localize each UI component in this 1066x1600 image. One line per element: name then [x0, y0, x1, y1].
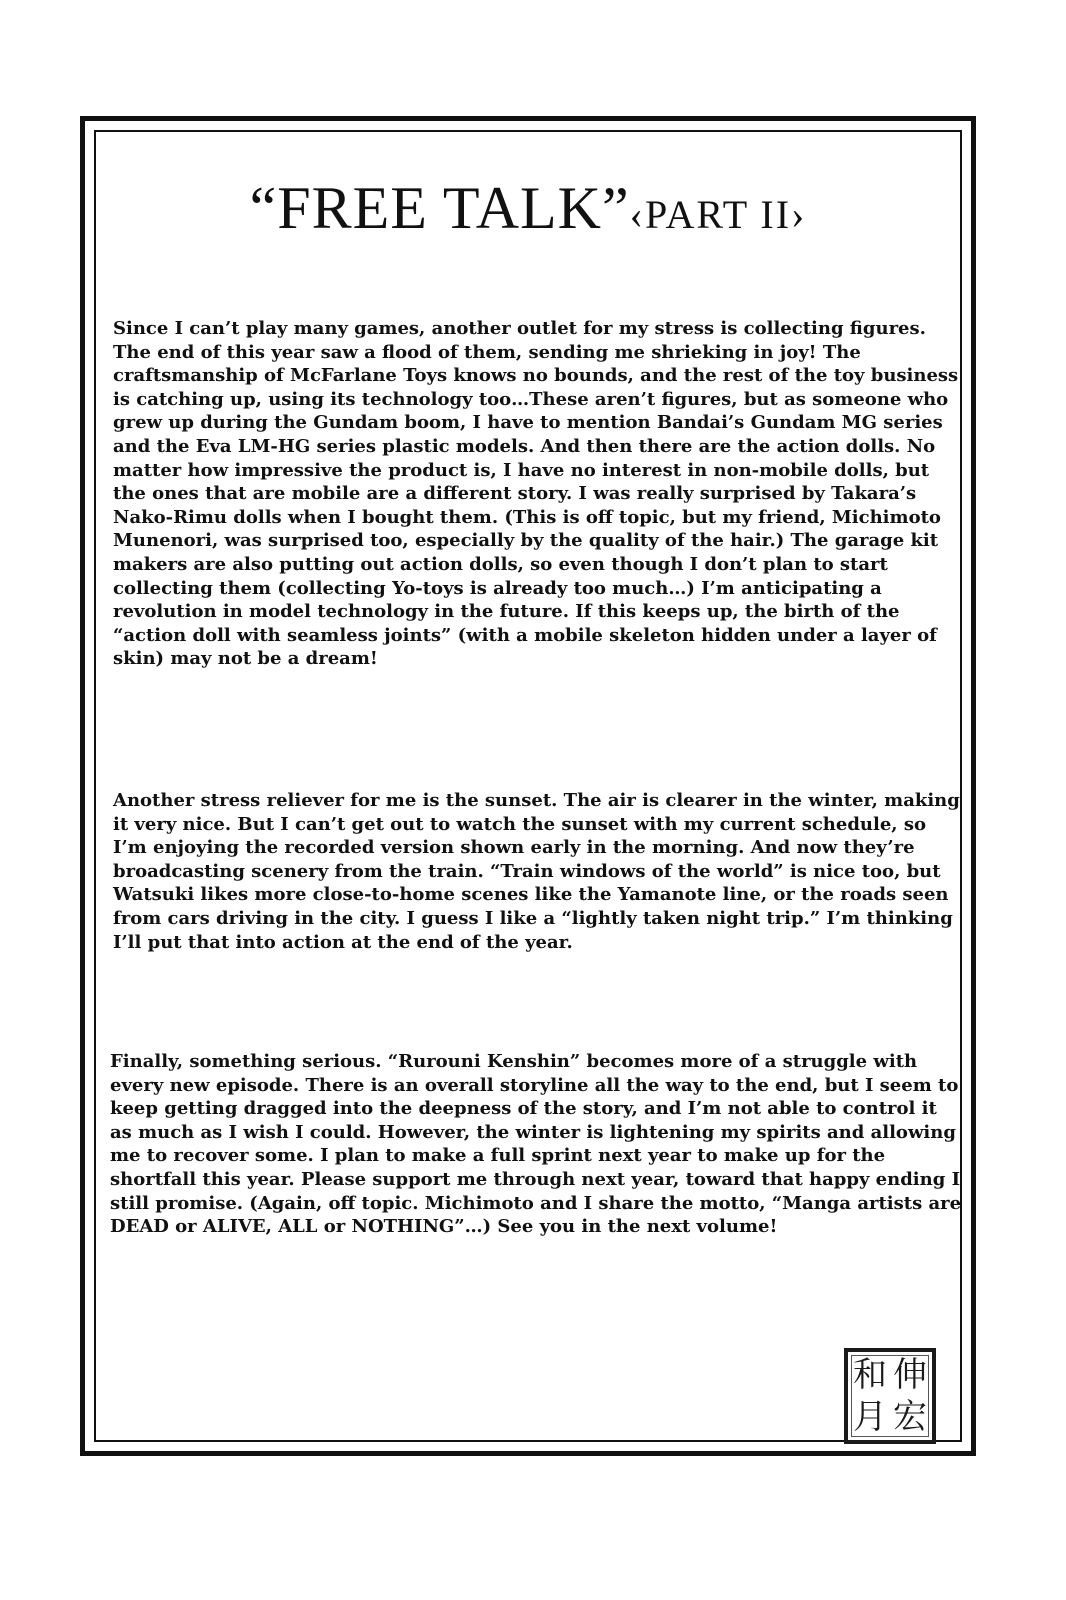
page-title [96, 174, 960, 243]
paragraph-kenshin: Finally, something serious. “Rurouni Kenshin” becomes more of a struggle with every new episode. There is an overall storyline all the way to the end, but I seem to keep getting dragged into the deepness of the story, and I’m not able to control it as much as I wish I could. However, the winter is lightening my spirits and allowing me to recover some. I plan to make a full sprint next year to make up for the shortfall this year. Please support me through next year, toward that happy ending I still promise. (Again, off topic. Michimoto and I share the motto, “Manga artists are DEAD or ALIVE, ALL or NOTHING”…) See you in the next volume! [110, 1051, 962, 1238]
page-frame [80, 116, 976, 1456]
page-frame-inner [94, 130, 962, 1442]
artist-seal-stamp [844, 1348, 936, 1444]
seal-char: 宏 [893, 1397, 927, 1437]
title-main: “FREE TALK” [249, 175, 630, 241]
seal-char: 月 [853, 1397, 887, 1437]
paragraph-sunset: Another stress reliever for me is the sunset. The air is clearer in the winter, making it very nice. But I can’t get out to watch the sunset with my current schedule, so I’m enjoying the recorded version shown early in the morning. And now they’re broadcasting scenery from the train. “Train windows of the world” is nice too, but Watsuki likes more close-to-home scenes like the Yamanote line, or the roads seen from cars driving in the city. I guess I like a “lightly taken night trip.” I’m thinking I’ll put that into action at the end of the year. [113, 790, 960, 953]
paragraph-figures: Since I can’t play many games, another outlet for my stress is collecting figures. The end of this year saw a flood of them, sending me shrieking in joy! The craftsmanship of McFarlane Toys knows no bounds, and the rest of the toy business is catching up, using its technology too…These aren’t figures, but as someone who grew up during the Gundam boom, I have to mention Bandai’s Gundam MG series and the Eva LM-HG series plastic models. And then there are the action dolls. No matter how impressive the product is, I have no interest in non-mobile dolls, but the ones that are mobile are a different story. I was really surprised by Takara’s Nako-Rimu dolls when I bought them. (This is off topic, but my friend, Michimoto Munenori, was surprised too, especially by the quality of the hair.) The garage kit makers are also putting out action dolls, so even though I don’t plan to start collecting them (collecting Yo-toys is already too much…) I’m anticipating a revolution in model technology in the future. If this keeps up, the birth of the “action doll with seamless joints” (with a mobile skeleton hidden under a layer of skin) may not be a dream! [113, 318, 959, 670]
seal-char: 伸 [893, 1355, 927, 1395]
title-sub: ‹PART II› [629, 192, 807, 237]
seal-char: 和 [853, 1355, 887, 1395]
